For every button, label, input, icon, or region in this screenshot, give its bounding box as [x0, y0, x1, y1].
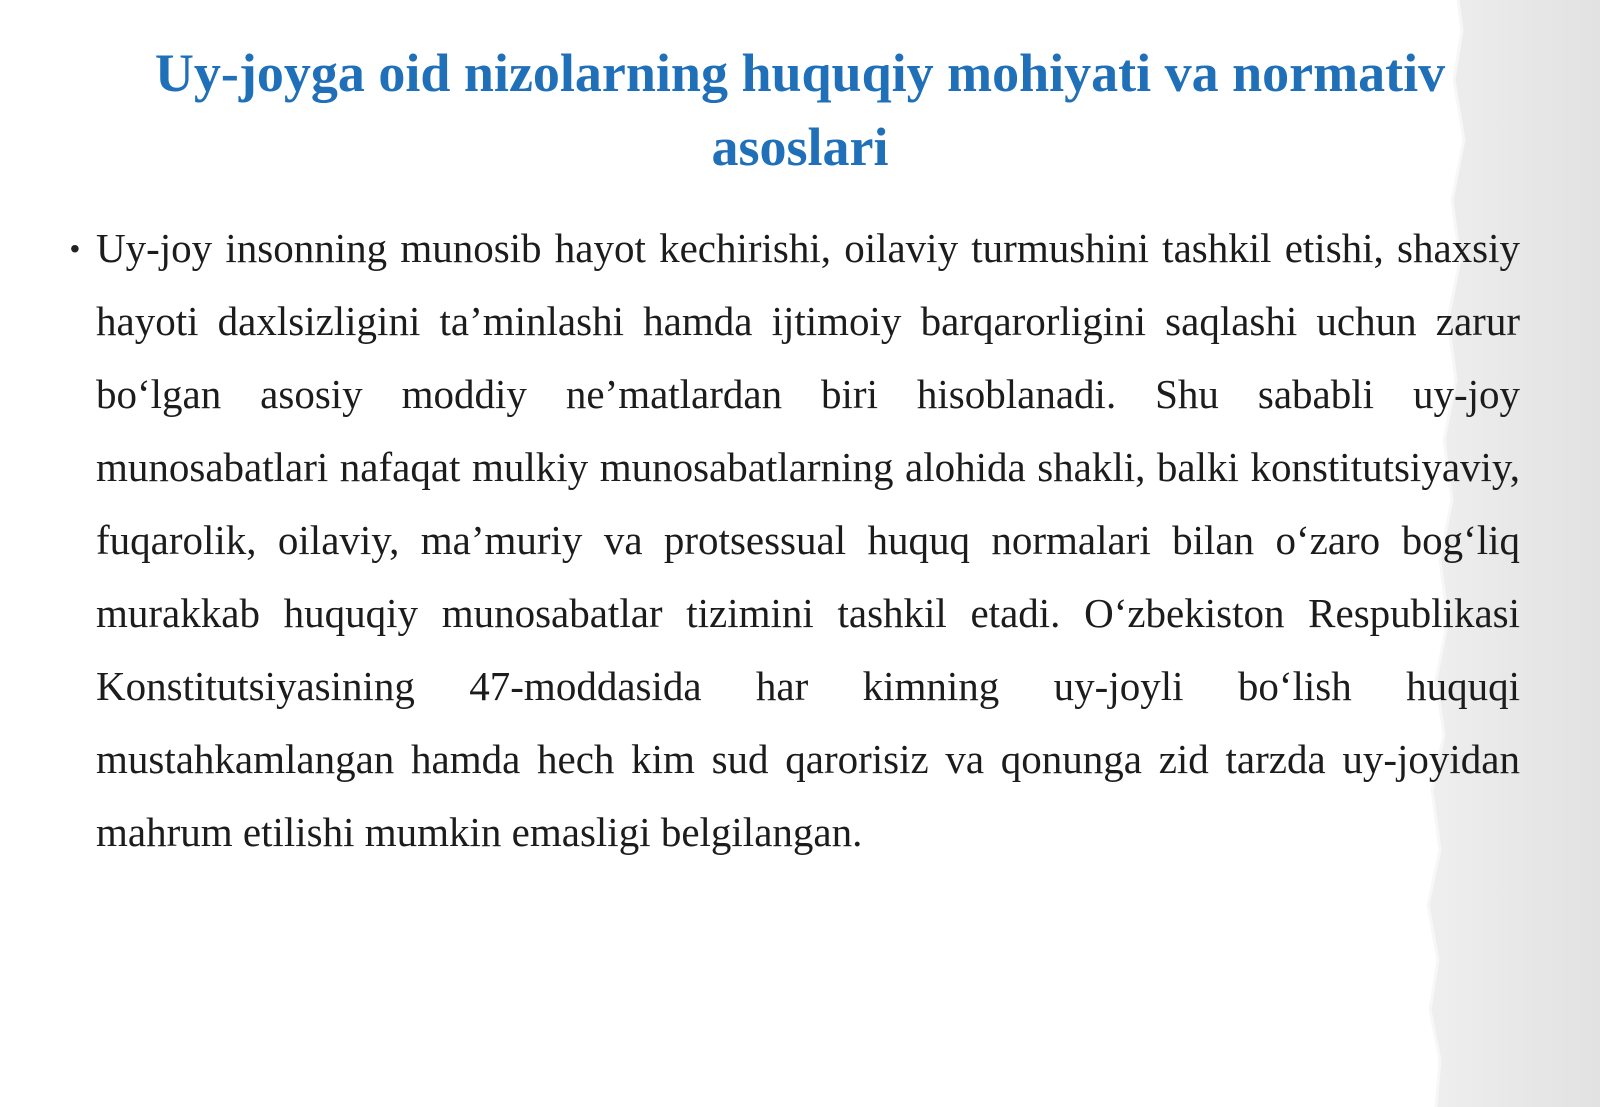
bullet-item: [70, 212, 1520, 869]
bullet-list: [70, 212, 1520, 869]
slide-title: Uy-joyga oid nizolarning huquqiy mohiyati va normativ asoslari: [154, 43, 1446, 177]
bullet-marker: •: [70, 233, 80, 264]
bullet-text: Uy-joy insonning munosib hayot kechirishi, oilaviy turmushini tashkil etishi, shaxsiy hayoti daxlsizligini ta’minlashi hamda ijtimoiy barqarorligini saqlashi uchun zarur bo‘lgan asosiy moddiy ne’matlardan biri hisoblanadi. Shu sababli uy-joy munosabatlari nafaqat mulkiy munosabatlarning alohida shakli, balki konstitutsiyaviy, fuqarolik, oilaviy, ma’muriy va protsessual huquq normalari bilan o‘zaro bog‘liq murakkab huquqiy munosabatlar tizimini tashkil etadi. O‘zbekiston Respublikasi Konstitutsiyasining 47-moddasida har kimning uy-joyli bo‘lish huquqi mustahkamlangan hamda hech kim sud qarorisiz va qonunga zid tarzda uy-joyidan mahrum etilishi mumkin emasligi belgilangan.: [96, 225, 1520, 855]
